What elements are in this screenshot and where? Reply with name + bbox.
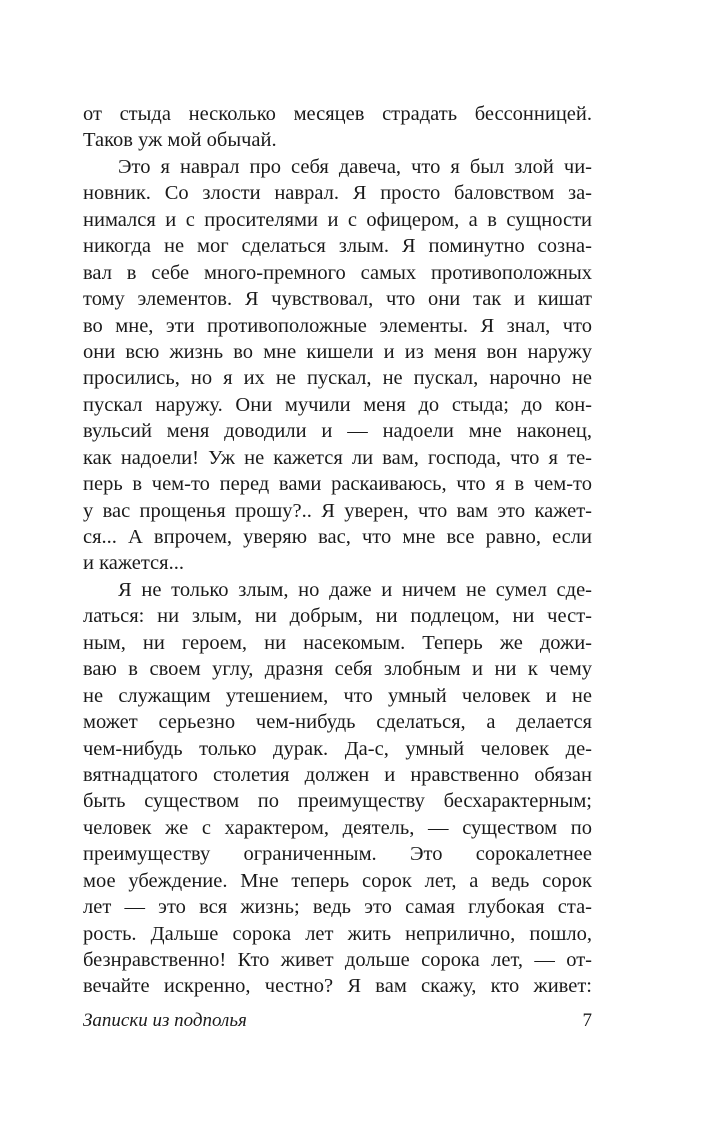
text-line: как надоели! Уж не кажется ли вам, господа, что я те- xyxy=(83,446,592,469)
text-line: рость. Дальше сорока лет жить неприлично, пошло, xyxy=(83,922,592,945)
text-line: чем-нибудь только дурак. Да-с, умный человек де- xyxy=(83,737,592,760)
text-line: тому элементов. Я чувствовал, что они так и кишат xyxy=(83,288,592,311)
paragraph xyxy=(83,101,592,154)
text-line: быть существом по преимуществу бесхарактерным; xyxy=(83,790,592,813)
text-line: преимуществу ограниченным. Это сорокалетнее xyxy=(83,843,592,866)
text-line: они всю жизнь во мне кишели и из меня вон наружу xyxy=(83,340,592,363)
text-line: Это я наврал про себя давеча, что я был злой чи- xyxy=(118,155,592,178)
text-line: во мне, эти противоположные элементы. Я знал, что xyxy=(83,314,592,337)
text-line: лет — это вся жизнь; ведь это самая глубокая ста- xyxy=(83,896,592,919)
text-line: вал в себе много-премного самых противоположных xyxy=(83,261,592,284)
body-text xyxy=(83,101,592,1000)
text-line: безнравственно! Кто живет дольше сорока лет, — от- xyxy=(83,949,592,971)
text-line: Я не только злым, но даже и ничем не сумел сде- xyxy=(118,578,592,601)
text-line: ным, ни героем, ни насекомым. Теперь же дожи- xyxy=(83,631,592,654)
text-line: перь в чем-то перед вами раскаиваюсь, что я в чем-то xyxy=(83,473,592,496)
running-title: Записки из подполья xyxy=(83,1010,247,1031)
text-line: просились, но я их не пускал, не пускал, нарочно не xyxy=(83,367,592,390)
text-line: никогда не мог сделаться злым. Я поминутно созна- xyxy=(83,235,592,258)
text-line: Таков уж мой обычай. xyxy=(83,129,277,152)
text-line: новник. Со злости наврал. Я просто баловством за- xyxy=(83,182,592,205)
page-number: 7 xyxy=(582,1010,592,1031)
text-line: вечайте искренно, честно? Я вам скажу, кто живет: xyxy=(83,975,592,998)
page-footer xyxy=(83,1007,592,1035)
text-line: не служащим утешением, что умный человек и не xyxy=(83,684,592,707)
text-line: вульсий меня доводили и — надоели мне наконец, xyxy=(83,420,592,443)
text-line: человек же с характером, деятель, — существом по xyxy=(83,816,592,839)
text-line: вятнадцатого столетия должен и нравственно обязан xyxy=(83,763,592,786)
text-line: и кажется... xyxy=(83,552,184,575)
paragraph xyxy=(83,154,592,577)
text-line: может серьезно чем-нибудь сделаться, а делается xyxy=(83,711,592,734)
text-line: от стыда несколько месяцев страдать бессонницей. xyxy=(83,103,592,125)
text-line: ваю в своем углу, дразня себя злобным и ни к чему xyxy=(83,658,592,681)
text-line: пускал наружу. Они мучили меня до стыда; до кон- xyxy=(83,393,592,416)
text-line: у вас прощенья прошу?.. Я уверен, что вам это кажет- xyxy=(83,499,592,522)
paragraph xyxy=(83,577,592,1000)
text-line: латься: ни злым, ни добрым, ни подлецом, ни чест- xyxy=(83,605,592,628)
text-line: мое убеждение. Мне теперь сорок лет, а ведь сорок xyxy=(83,869,592,892)
text-line: нимался и с просителями и с офицером, а в сущности xyxy=(83,208,592,231)
text-line: ся... А впрочем, уверяю вас, что мне все равно, если xyxy=(83,526,592,548)
